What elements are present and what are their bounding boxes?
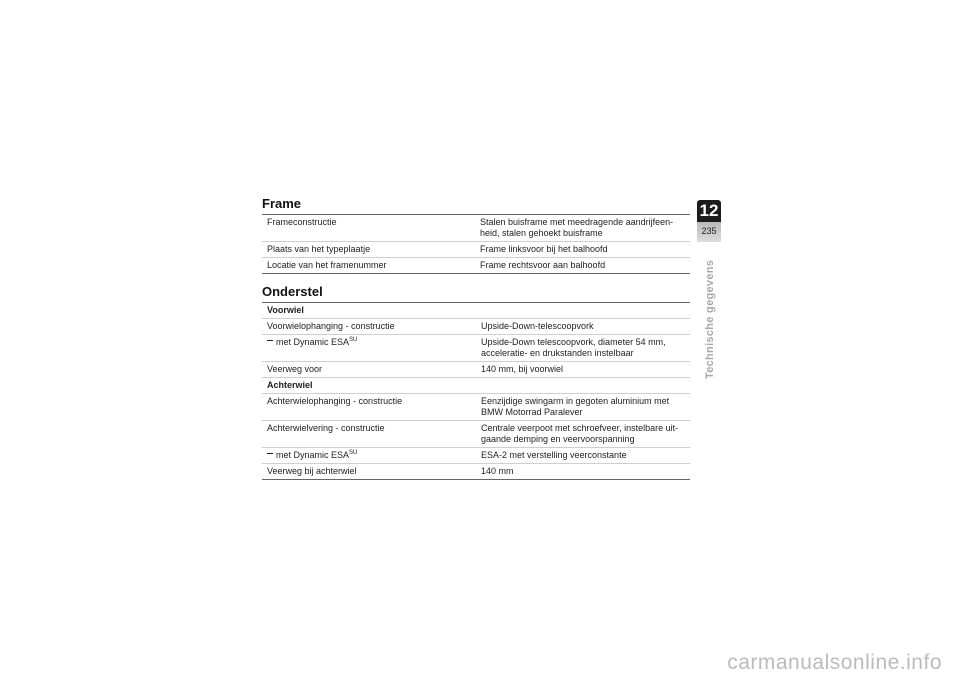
table-row [262,464,690,480]
row-label: Achterwielvering - constructie [262,421,476,448]
row-label-option [262,335,476,362]
row-value: Upside-Down telescoopvork, diameter 54 mm, acceleratie- en drukstanden instelbaar [476,335,690,362]
row-label-option [262,448,476,464]
watermark: carmanualsonline.info [727,651,942,674]
row-value: Frame linksvoor bij het balhoofd [475,242,690,258]
row-value: 140 mm, bij voorwiel [476,362,690,378]
row-label: Locatie van het framenummer [262,258,475,274]
table-row [262,258,690,274]
option-label: met Dynamic ESA [276,337,350,347]
chapter-side-label [700,259,718,379]
subheading-voorwiel: Voorwiel [262,303,690,319]
row-label: Achterwielophanging - constructie [262,394,476,421]
page-number: 235 [701,226,717,236]
table-row [262,335,690,362]
row-value: Upside-Down-telescoopvork [476,319,690,335]
row-label: Veerweg voor [262,362,476,378]
row-value: ESA-2 met verstelling veerconstante [476,448,690,464]
table-row [262,421,690,448]
table-row [262,242,690,258]
row-label: Voorwielophanging - constructie [262,319,476,335]
table-row [262,215,690,242]
option-label: met Dynamic ESA [276,450,350,460]
subheading-achterwiel: Achterwiel [262,378,690,394]
row-label: Frameconstructie [262,215,475,242]
chapter-title: Technische gegevens [704,259,716,379]
row-label: Plaats van het typeplaatje [262,242,475,258]
chapter-number: 12 [699,201,719,220]
chapter-tab [697,200,721,242]
option-sup: SU [349,450,358,456]
table-row [262,319,690,335]
spec-content [262,196,690,480]
onderstel-table [262,302,690,480]
row-label: Veerweg bij achterwiel [262,464,476,480]
row-value: Frame rechtsvoor aan balhoofd [475,258,690,274]
option-sup: SU [349,337,358,343]
table-row [262,394,690,421]
row-value: Eenzijdige swingarm in gegoten aluminium met BMW Motorrad Paralever [476,394,690,421]
section-title-frame: Frame [262,196,302,211]
row-value: Stalen buisframe met meedragende aandrijfeen- heid, stalen gehoekt buisframe [475,215,690,242]
subheading-row [262,378,690,394]
row-value: 140 mm [476,464,690,480]
subheading-row [262,303,690,319]
frame-table [262,214,690,274]
dash-icon [267,453,273,454]
table-row [262,448,690,464]
section-title-onderstel: Onderstel [262,284,323,299]
table-row [262,362,690,378]
dash-icon [267,340,273,341]
row-value: Centrale veerpoot met schroefveer, instelbare uit- gaande demping en veervoorspanning [476,421,690,448]
